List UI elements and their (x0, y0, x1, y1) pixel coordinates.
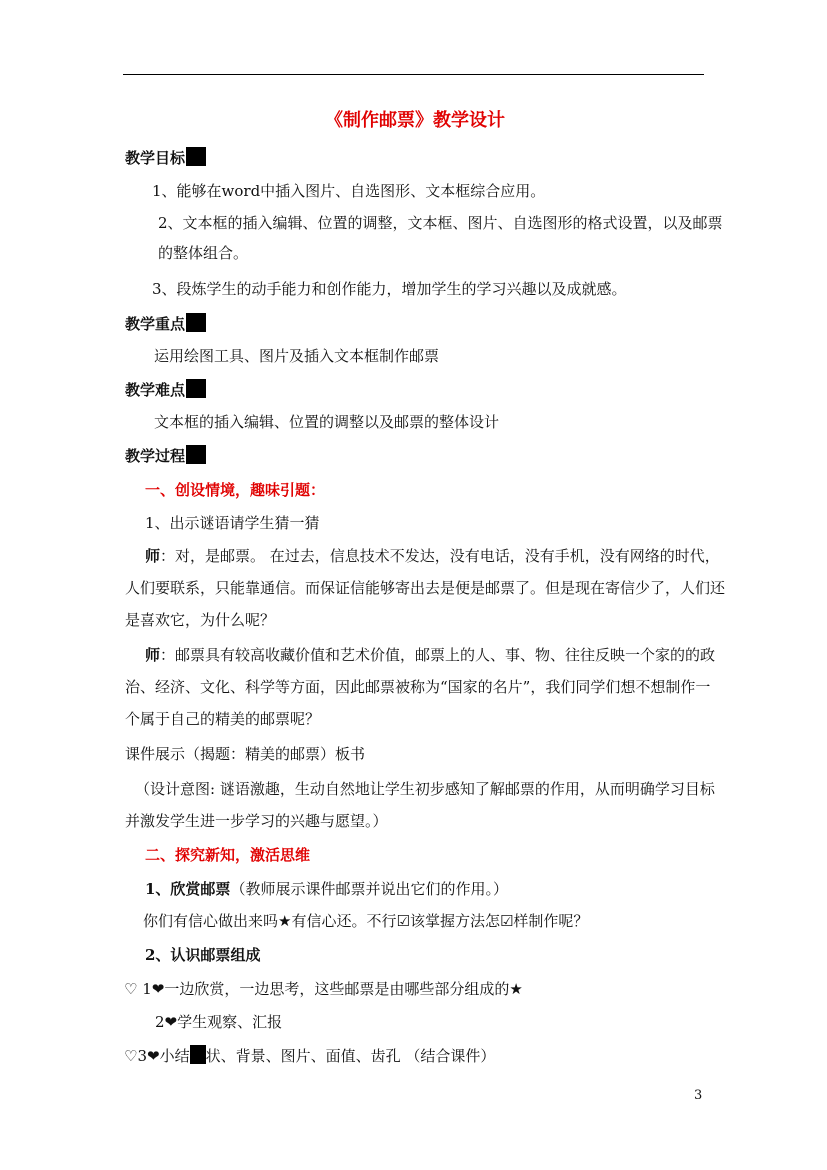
page-number: 3 (694, 1088, 703, 1103)
redaction-block (186, 445, 206, 464)
design-intent-l1: （设计意图: 谜语激趣，生动自然地让学生初步感知了解邮票的作用，从而明确学习目标 (135, 780, 715, 798)
design-intent-l2: 并激发学生进一步学习的兴趣与愿望。） (125, 812, 388, 830)
step2-item-1: ♡ 1❤一边欣赏，一边思考，这些邮票是由哪些部分组成的★ (124, 980, 523, 998)
star-icon: ★ (278, 912, 292, 930)
step1-line: 1、欣赏邮票（教师展示课件邮票并说出它们的作用。） (145, 880, 508, 898)
teacher-para-2-l2: 治、经济、文化、科学等方面，因此邮票被称为“国家的名片”，我们同学们想不想制作一 (125, 678, 711, 696)
key-heading: 教学重点 (125, 313, 206, 334)
goal-item-2: 2、文本框的插入编辑、位置的调整，文本框、图片、自选图形的格式设置，以及邮票 (158, 214, 723, 232)
courseware-line: 课件展示（揭题：精美的邮票）板书 (125, 745, 366, 763)
heart-filled-icon: ❤ (147, 1047, 160, 1065)
redaction-block (186, 313, 206, 332)
page-title: 《制作邮票》教学设计 (325, 110, 505, 131)
teacher-para-2-l3: 个属于自己的精美的邮票呢？ (125, 710, 321, 728)
heart-filled-icon: ❤ (164, 1013, 178, 1031)
goal-item-1: 1、能够在word中插入图片、自选图形、文本框综合应用。 (152, 182, 546, 200)
part1-title: 一、创设情境，趣味引题： (145, 481, 326, 499)
step2-title: 2、认识邮票组成 (145, 946, 261, 964)
part2-title: 二、探究新知，激活思维 (145, 846, 311, 864)
difficulty-text: 文本框的插入编辑、位置的调整以及邮票的整体设计 (154, 413, 500, 431)
riddle-line: 1、出示谜语请学生猜一猜 (145, 514, 320, 532)
goal-item-2-cont: 的整体组合。 (158, 244, 249, 262)
heart-outline-icon: ♡ (124, 980, 138, 998)
checkbox-icon: ☑ (396, 912, 410, 930)
header-rule (123, 74, 704, 75)
difficulty-heading: 教学难点 (125, 379, 206, 400)
step2-item-3: ♡3❤小结 状、背景、图片、面值、齿孔 （结合课件） (124, 1047, 496, 1065)
redaction-block (190, 1045, 206, 1064)
teacher-para-1-l2: 人们要联系，只能靠通信。而保证信能够寄出去是便是邮票了。但是现在寄信少了，人们还 (125, 579, 726, 597)
star-icon: ★ (509, 980, 523, 998)
goal-item-3: 3、段炼学生的动手能力和创作能力，增加学生的学习兴趣以及成就感。 (152, 280, 627, 298)
process-heading: 教学过程 (125, 445, 206, 466)
key-text: 运用绘图工具、图片及插入文本框制作邮票 (154, 347, 440, 365)
teacher-para-1-l1: 师：对，是邮票。 在过去，信息技术不发达，没有电话，没有手机，没有网络的时代， (145, 547, 720, 565)
redaction-block (186, 379, 206, 398)
step1-question: 你们有信心做出来吗★有信心还。不行☑该掌握方法怎☑样制作呢？ (143, 912, 589, 930)
teacher-para-1-l3: 是喜欢它，为什么呢？ (125, 611, 276, 629)
step2-item-2: 2❤学生观察、汇报 (155, 1013, 283, 1031)
heart-outline-icon: ♡ (124, 1047, 138, 1065)
redaction-block (186, 147, 206, 166)
goals-heading: 教学目标 (125, 147, 206, 168)
heart-filled-icon: ❤ (151, 980, 165, 998)
teacher-para-2-l1: 师：邮票具有较高收藏价值和艺术价值，邮票上的人、事、物、往往反映一个家的的政 (145, 646, 716, 664)
checkbox-icon: ☑ (499, 912, 514, 930)
